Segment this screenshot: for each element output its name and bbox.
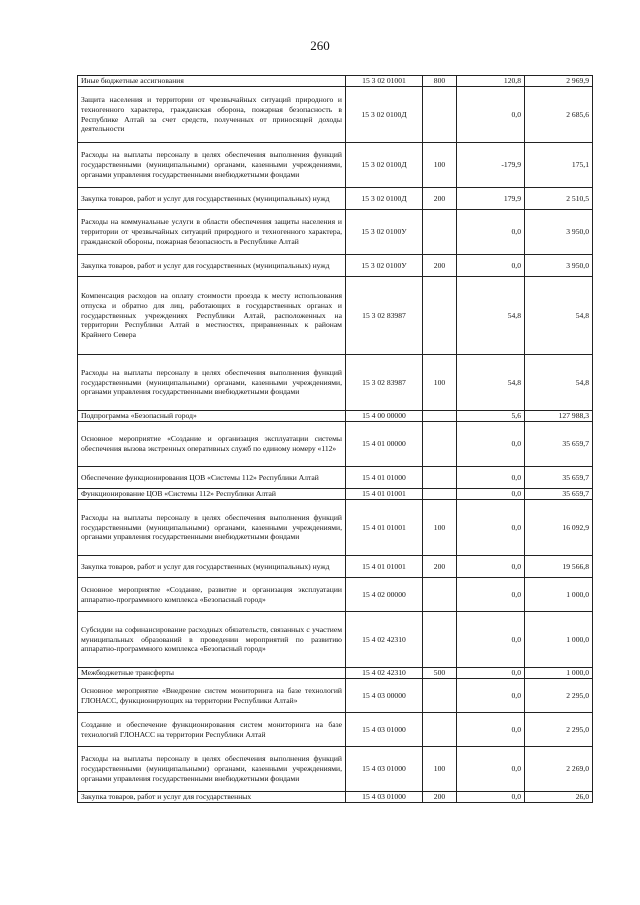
row-expense-type [423, 422, 457, 467]
row-amount-total: 3 950,0 [525, 255, 593, 277]
table-row [78, 713, 593, 747]
row-name: Основное мероприятие «Создание, развитие и организация эксплуатации аппаратно-программного комплекса «Безопасный город» [78, 578, 346, 612]
row-expense-type: 100 [423, 355, 457, 411]
row-amount-total: 3 950,0 [525, 210, 593, 255]
row-expense-type [423, 210, 457, 255]
row-code: 15 4 03 01000 [346, 713, 423, 747]
row-name: Закупка товаров, работ и услуг для государственных (муниципальных) нужд [78, 556, 346, 578]
row-code: 15 4 01 01001 [346, 556, 423, 578]
table-row [78, 411, 593, 422]
row-code: 15 4 03 00000 [346, 679, 423, 713]
table-row [78, 668, 593, 679]
row-amount-change: 0,0 [457, 747, 525, 792]
row-code: 15 3 02 0100У [346, 255, 423, 277]
row-expense-type [423, 679, 457, 713]
row-name: Создание и обеспечение функционирования систем мониторинга на базе технологий ГЛОНАСС на территории Республики Алтай [78, 713, 346, 747]
row-amount-change: 179,9 [457, 188, 525, 210]
row-amount-change: 0,0 [457, 489, 525, 500]
row-name: Основное мероприятие «Создание и организация эксплуатации системы обеспечения вызова экстренных оперативных служб по единому номеру «112» [78, 422, 346, 467]
row-code: 15 3 02 0100У [346, 210, 423, 255]
row-code: 15 4 02 42310 [346, 612, 423, 668]
row-name: Закупка товаров, работ и услуг для государственных (муниципальных) нужд [78, 188, 346, 210]
row-amount-change: 0,0 [457, 467, 525, 489]
row-expense-type: 100 [423, 143, 457, 188]
table-row [78, 792, 593, 803]
row-name: Обеспечение функционирования ЦОВ «Системы 112» Республики Алтай [78, 467, 346, 489]
row-expense-type: 800 [423, 76, 457, 87]
row-name: Расходы на выплаты персоналу в целях обеспечения выполнения функций государственными (муниципальными) органами, казенными учреждениями, органами управления государственными внебюджетными фондами [78, 355, 346, 411]
row-amount-total: 2 269,0 [525, 747, 593, 792]
row-amount-total: 2 685,6 [525, 87, 593, 143]
row-code: 15 3 02 0100Д [346, 87, 423, 143]
row-amount-total: 2 510,5 [525, 188, 593, 210]
row-name: Подпрограмма «Безопасный город» [78, 411, 346, 422]
row-code: 15 4 02 00000 [346, 578, 423, 612]
row-amount-total: 1 000,0 [525, 612, 593, 668]
row-expense-type [423, 277, 457, 355]
row-name: Иные бюджетные ассигнования [78, 76, 346, 87]
row-amount-change: 0,0 [457, 255, 525, 277]
row-name: Расходы на выплаты персоналу в целях обеспечения выполнения функций государственными (муниципальными) органами, казенными учреждениями, органами управления государственными внебюджетными фондами [78, 747, 346, 792]
row-name: Компенсация расходов на оплату стоимости проезда к месту использования отпуска и обратно для лиц, работающих в государственных органах и государственных учреждениях Республики Алтай, расположенных на территории Республики Алтай в местностях, приравненных к районам Крайнего Севера [78, 277, 346, 355]
row-code: 15 3 02 83987 [346, 355, 423, 411]
row-expense-type: 100 [423, 747, 457, 792]
table-row [78, 188, 593, 210]
row-name: Межбюджетные трансферты [78, 668, 346, 679]
table-row [78, 747, 593, 792]
row-expense-type [423, 713, 457, 747]
row-amount-change: 0,0 [457, 612, 525, 668]
row-amount-total: 175,1 [525, 143, 593, 188]
row-name: Расходы на выплаты персоналу в целях обеспечения выполнения функций государственными (муниципальными) органами, казенными учреждениями, органами управления государственными внебюджетными фондами [78, 500, 346, 556]
budget-table-body [78, 76, 593, 803]
row-code: 15 3 02 01001 [346, 76, 423, 87]
row-amount-change: 120,8 [457, 76, 525, 87]
row-expense-type [423, 489, 457, 500]
table-row [78, 277, 593, 355]
row-amount-total: 1 000,0 [525, 578, 593, 612]
table-row [78, 467, 593, 489]
table-row [78, 679, 593, 713]
row-amount-change: 0,0 [457, 792, 525, 803]
row-name: Расходы на коммунальные услуги в области обеспечения защиты населения и территории от чрезвычайных ситуаций природного и техногенного характера, гражданской обороны, пожарная безопасность в Республике Алтай [78, 210, 346, 255]
row-amount-total: 54,8 [525, 277, 593, 355]
row-code: 15 4 00 00000 [346, 411, 423, 422]
row-amount-total: 19 566,8 [525, 556, 593, 578]
row-amount-change: 54,8 [457, 277, 525, 355]
row-code: 15 3 02 0100Д [346, 188, 423, 210]
table-row [78, 578, 593, 612]
row-expense-type: 200 [423, 792, 457, 803]
page-number: 260 [310, 38, 330, 53]
row-amount-total: 26,0 [525, 792, 593, 803]
row-code: 15 4 03 01000 [346, 747, 423, 792]
row-expense-type [423, 612, 457, 668]
row-amount-total: 35 659,7 [525, 489, 593, 500]
row-expense-type: 500 [423, 668, 457, 679]
row-amount-change: -179,9 [457, 143, 525, 188]
table-row [78, 489, 593, 500]
row-name: Защита населения и территории от чрезвычайных ситуаций природного и техногенного характера, гражданская оборона, пожарная безопасность в Республике Алтай за счет средств, полученных от приносящей доходы деятельности [78, 87, 346, 143]
row-amount-total: 1 000,0 [525, 668, 593, 679]
row-expense-type [423, 87, 457, 143]
row-amount-change: 54,8 [457, 355, 525, 411]
row-amount-change: 5,6 [457, 411, 525, 422]
row-expense-type: 200 [423, 188, 457, 210]
budget-table [77, 75, 593, 803]
row-code: 15 3 02 83987 [346, 277, 423, 355]
row-amount-change: 0,0 [457, 87, 525, 143]
row-amount-change: 0,0 [457, 578, 525, 612]
row-amount-total: 54,8 [525, 355, 593, 411]
row-amount-total: 2 969,9 [525, 76, 593, 87]
row-code: 15 4 01 00000 [346, 422, 423, 467]
row-amount-total: 16 092,9 [525, 500, 593, 556]
row-code: 15 4 02 42310 [346, 668, 423, 679]
row-amount-total: 2 295,0 [525, 713, 593, 747]
row-code: 15 4 03 01000 [346, 792, 423, 803]
row-amount-change: 0,0 [457, 210, 525, 255]
row-expense-type: 100 [423, 500, 457, 556]
row-code: 15 3 02 0100Д [346, 143, 423, 188]
row-amount-total: 127 988,3 [525, 411, 593, 422]
row-name: Закупка товаров, работ и услуг для государственных (муниципальных) нужд [78, 255, 346, 277]
table-row [78, 422, 593, 467]
row-expense-type [423, 467, 457, 489]
row-name: Расходы на выплаты персоналу в целях обеспечения выполнения функций государственными (муниципальными) органами, казенными учреждениями, органами управления государственными внебюджетными фондами [78, 143, 346, 188]
row-amount-total: 35 659,7 [525, 467, 593, 489]
row-amount-change: 0,0 [457, 422, 525, 467]
row-amount-change: 0,0 [457, 500, 525, 556]
table-row [78, 355, 593, 411]
row-amount-change: 0,0 [457, 679, 525, 713]
row-amount-total: 35 659,7 [525, 422, 593, 467]
row-expense-type: 200 [423, 556, 457, 578]
table-row [78, 612, 593, 668]
row-code: 15 4 01 01001 [346, 489, 423, 500]
row-amount-change: 0,0 [457, 668, 525, 679]
table-row [78, 556, 593, 578]
row-expense-type [423, 411, 457, 422]
row-name: Субсидии на софинансирование расходных обязательств, связанных с участием муниципальных образований в проведении мероприятий по развитию аппаратно-программного комплекса «Безопасный город» [78, 612, 346, 668]
table-row [78, 76, 593, 87]
row-amount-change: 0,0 [457, 556, 525, 578]
row-amount-total: 2 295,0 [525, 679, 593, 713]
table-row [78, 87, 593, 143]
row-name: Основное мероприятие «Внедрение систем мониторинга на базе технологий ГЛОНАСС, функционирующих на территории Республики Алтай» [78, 679, 346, 713]
row-name: Закупка товаров, работ и услуг для государственных [78, 792, 346, 803]
row-amount-change: 0,0 [457, 713, 525, 747]
table-row [78, 500, 593, 556]
table-row [78, 255, 593, 277]
row-expense-type [423, 578, 457, 612]
row-code: 15 4 01 01001 [346, 500, 423, 556]
row-name: Функционирование ЦОВ «Системы 112» Республики Алтай [78, 489, 346, 500]
row-expense-type: 200 [423, 255, 457, 277]
row-code: 15 4 01 01000 [346, 467, 423, 489]
table-row [78, 210, 593, 255]
table-row [78, 143, 593, 188]
